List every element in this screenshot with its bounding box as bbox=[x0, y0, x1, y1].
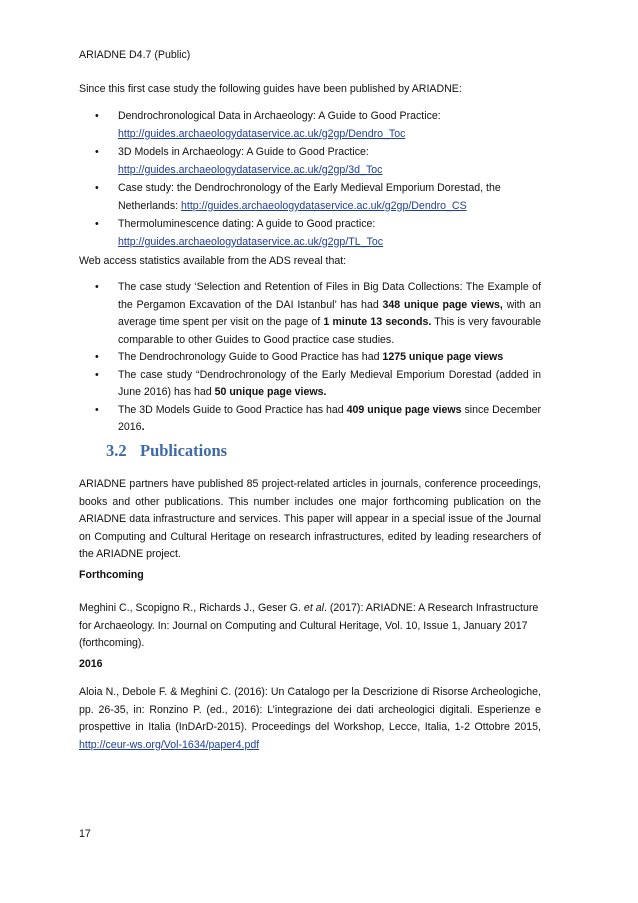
section-title: Publications bbox=[140, 441, 228, 460]
stat-value: 1 minute 13 seconds. bbox=[323, 316, 432, 328]
stats-list bbox=[95, 279, 541, 437]
stat-text: since December 2016 bbox=[118, 403, 541, 433]
stat-text: This is very favourable comparable to other Guides to Good practice case studies. bbox=[118, 316, 542, 346]
reference-text: Aloia N., Debole F. & Meghini C. (2016): Un Catalogo per la Descrizione di Risorse Archeologiche, pp. 26-35, in: Ronzino P. (ed., 2016): L’integrazione dei dati archeologici digitali. Esperienze e prospettive in Italia (InDArD-2015). Proceedings del Workshop, Lecce, Italia, 1-2 Ottobre 2015, bbox=[79, 686, 541, 733]
guide-link[interactable]: http://guides.archaeologydataservice.ac.uk/g2gp/TL_Toc bbox=[118, 235, 384, 248]
stat-text: . bbox=[141, 421, 145, 433]
guide-title: Case study: the Dendrochronology of the Early Medieval Emporium Dorestad, the bbox=[118, 182, 501, 194]
reference-text: Meghini C., Scopigno R., Richards J., Geser G. bbox=[79, 602, 304, 614]
bullet-icon: • bbox=[95, 110, 99, 122]
list-item bbox=[95, 367, 541, 402]
list-item bbox=[95, 349, 541, 367]
stat-text: The 3D Models Guide to Good Practice has had bbox=[118, 403, 347, 416]
guide-title: Dendrochronological Data in Archaeology: A Guide to Good Practice: bbox=[118, 110, 441, 122]
list-item bbox=[95, 402, 541, 437]
guide-link[interactable]: http://guides.archaeologydataservice.ac.uk/g2gp/3d_Toc bbox=[118, 163, 383, 176]
forthcoming-reference bbox=[79, 600, 541, 653]
guide-prefix: Netherlands: bbox=[118, 199, 182, 212]
list-item bbox=[95, 180, 525, 215]
bullet-icon: • bbox=[95, 182, 99, 194]
stat-value: 50 unique page views. bbox=[214, 386, 327, 398]
guides-intro: Since this first case study the following guides have been published by ARIADNE: bbox=[79, 83, 462, 95]
reference-link[interactable]: http://ceur-ws.org/Vol-1634/paper4.pdf bbox=[79, 738, 260, 751]
forthcoming-heading: Forthcoming bbox=[79, 569, 144, 581]
page-number: 17 bbox=[79, 828, 91, 840]
bullet-icon: • bbox=[95, 351, 99, 363]
list-item bbox=[95, 108, 525, 143]
reference-2016 bbox=[79, 684, 541, 754]
stat-value: 348 unique page views, bbox=[382, 298, 503, 311]
section-heading bbox=[106, 440, 227, 462]
list-item bbox=[95, 144, 525, 179]
section-number: 3.2 bbox=[106, 441, 127, 460]
bullet-icon: • bbox=[95, 146, 99, 158]
guide-title: Thermoluminescence dating: A guide to Good practice: bbox=[118, 218, 376, 230]
guide-link[interactable]: http://guides.archaeologydataservice.ac.uk/g2gp/Dendro_CS bbox=[181, 199, 467, 212]
list-item bbox=[95, 279, 541, 349]
reference-etal: et al bbox=[303, 602, 324, 614]
guides-list bbox=[95, 108, 525, 252]
stat-value: 1275 unique page views bbox=[382, 351, 504, 363]
stats-intro: Web access statistics available from the ADS reveal that: bbox=[79, 255, 347, 267]
publications-paragraph: ARIADNE partners have published 85 project-related articles in journals, conference proceedings, books and other publications. This number includes one major forthcoming publication on the ARIADNE data infrastructure and services. This paper will appear in a special issue of the Journal on Computing and Cultural Heritage on research infrastructures, edited by leading researchers of the ARIADNE project. bbox=[79, 478, 541, 560]
stat-value: 409 unique page views bbox=[346, 403, 462, 416]
bullet-icon: • bbox=[95, 403, 99, 416]
bullet-icon: • bbox=[95, 368, 99, 381]
stat-text: with an average time spent per visit on the page of bbox=[118, 298, 541, 328]
stat-text: The Dendrochronology Guide to Good Practice has had bbox=[118, 351, 383, 363]
year-2016-heading: 2016 bbox=[79, 658, 103, 670]
reference-text: . (2017): ARIADNE: A Research Infrastructure for Archaeology. In: Journal on Computing and Cultural Heritage, Vol. 10, Issue 1, January 2017 (forthcoming). bbox=[79, 602, 539, 649]
guide-title: 3D Models in Archaeology: A Guide to Good Practice: bbox=[118, 146, 369, 158]
stat-text: The case study “Dendrochronology of the Early Medieval Emporium Dorestad (added in June 2016) has had bbox=[118, 368, 541, 398]
guide-link[interactable]: http://guides.archaeologydataservice.ac.uk/g2gp/Dendro_Toc bbox=[118, 127, 406, 140]
stat-text: The case study ‘Selection and Retention of Files in Big Data Collections: The Example of the Pergamon Excavation of the DAI Istanbul’ has had bbox=[118, 281, 541, 311]
list-item bbox=[95, 216, 525, 251]
bullet-icon: • bbox=[95, 281, 99, 293]
bullet-icon: • bbox=[95, 218, 99, 230]
page-header: ARIADNE D4.7 (Public) bbox=[79, 49, 191, 61]
